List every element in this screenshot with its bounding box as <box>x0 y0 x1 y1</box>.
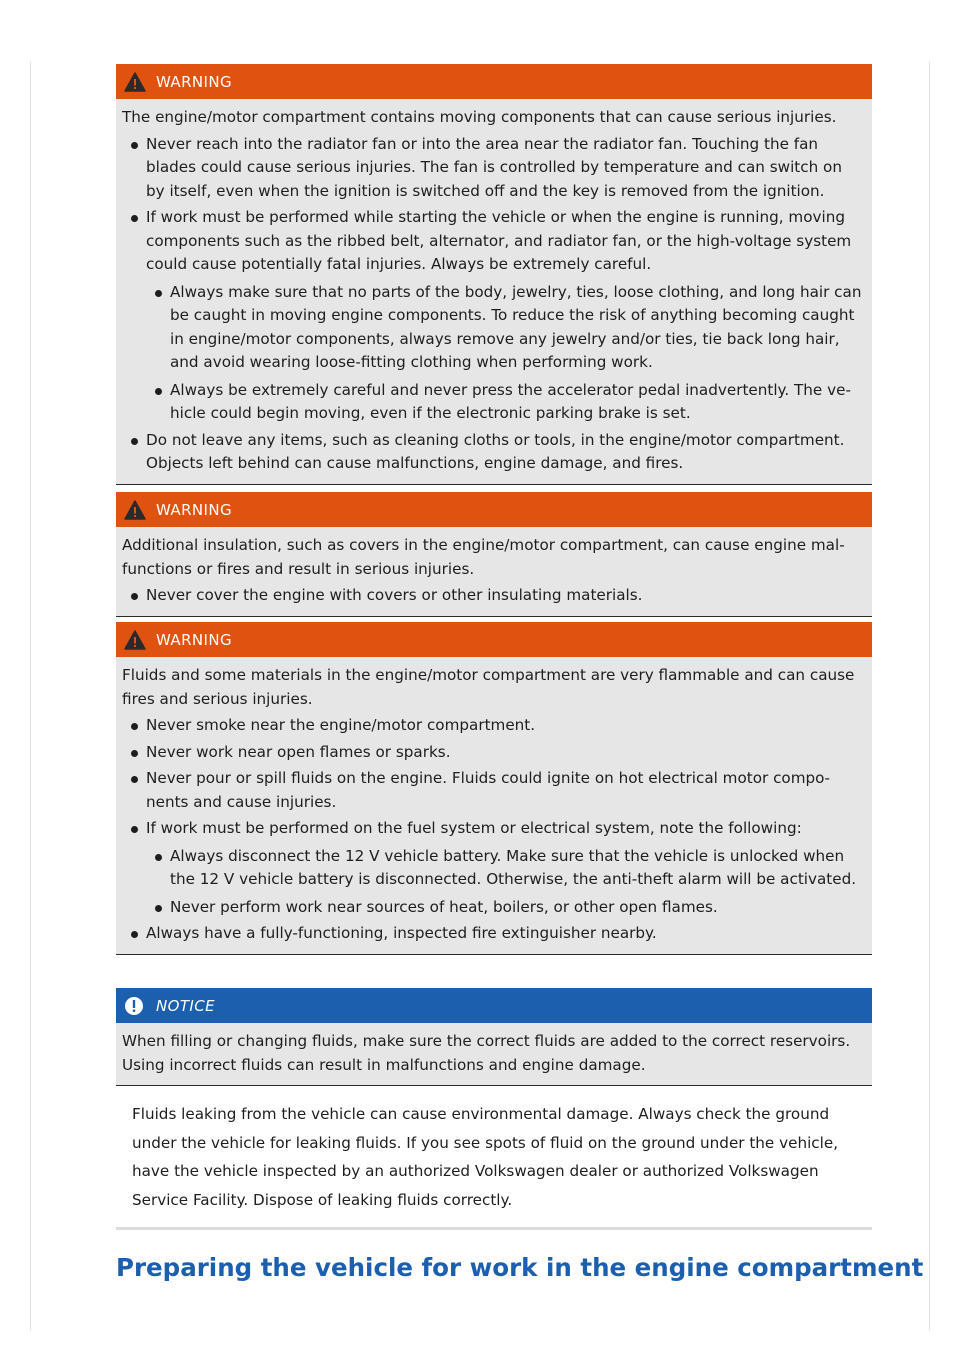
warning-list-item <box>122 429 864 476</box>
warning-item-text: Always have a fully-functioning, inspected fire extinguisher nearby. <box>146 924 657 942</box>
warning-box-insulation <box>116 492 872 617</box>
warning-list-item <box>122 741 864 765</box>
warning-sub-item-text: Always disconnect the 12 V vehicle battery. Make sure that the vehicle is unlocked when the 12 V vehicle battery is disconnected. Otherwise, the anti-theft alarm will be activated. <box>170 846 857 888</box>
warning-item-text: Do not leave any items, such as cleaning cloths or tools, in the engine/motor compartment. Objects left behind can cause malfunctions, engine damage, and fires. <box>146 430 845 472</box>
warning-triangle-icon <box>124 72 146 92</box>
warning-sub-item <box>146 896 864 920</box>
warning-sub-item-text: Always make sure that no parts of the body, jewelry, ties, loose clothing, and long hair can be caught in moving engine components. To reduce the risk of anything becoming caught in engine/motor components, always remove any jewelry and/or ties, tie back long hair, and avoid wearing loose-fitting clothing when performing work. <box>170 282 862 371</box>
warning-intro: Additional insulation, such as covers in the engine/motor compartment, can cause engine malfunctions or fires and result in serious injuries. <box>122 536 845 578</box>
environment-note: Fluids leaking from the vehicle can cause environmental damage. Always check the ground under the vehicle for leaking fluids. If you see spots of fluid on the ground under the vehicle, have the vehicle inspected by an authorized Volkswagen dealer or authorized Volkswagen Service Facility. Dispose of leaking fluids correctly. <box>132 1105 839 1209</box>
warning-box-moving-components <box>116 64 872 485</box>
warning-list-item <box>122 817 864 919</box>
warning-sub-item-text: Never perform work near sources of heat, boilers, or other open flames. <box>170 897 718 916</box>
notice-header <box>116 988 872 1023</box>
warning-box-flammable-fluids <box>116 622 872 955</box>
section-divider <box>116 1227 872 1230</box>
warning-item-text: Never cover the engine with covers or other insulating materials. <box>146 586 643 604</box>
section-title: Preparing the vehicle for work in the engine compartment <box>116 1253 924 1282</box>
warning-header-label: WARNING <box>156 630 232 649</box>
warning-list-item <box>122 767 864 814</box>
warning-sub-item <box>146 281 864 375</box>
page-margin-line-left <box>30 62 31 1330</box>
warning-triangle-icon <box>124 630 146 650</box>
warning-list-item <box>122 922 864 946</box>
warning-item-text: Never smoke near the engine/motor compartment. <box>146 716 536 734</box>
warning-triangle-icon <box>124 500 146 520</box>
warning-header-label: WARNING <box>156 72 232 91</box>
warning-header <box>116 64 872 99</box>
warning-header-label: WARNING <box>156 500 232 519</box>
warning-header <box>116 492 872 527</box>
warning-sub-item <box>146 379 864 426</box>
warning-list-item <box>122 584 864 608</box>
warning-intro: Fluids and some materials in the engine/motor compartment are very flammable and can cause fires and serious injuries. <box>122 666 855 708</box>
warning-intro: The engine/motor compartment contains moving components that can cause serious injuries. <box>122 108 837 126</box>
notice-text: When filling or changing fluids, make sure the correct fluids are added to the correct reservoirs. Using incorrect fluids can result in malfunctions and engine damage. <box>122 1032 851 1074</box>
warning-item-text: Never pour or spill fluids on the engine. Fluids could ignite on hot electrical motor components and cause injuries. <box>146 769 830 811</box>
warning-item-text: Never work near open flames or sparks. <box>146 742 451 761</box>
warning-sub-item <box>146 845 864 892</box>
warning-list-item <box>122 206 864 426</box>
page-margin-line-right <box>929 62 930 1330</box>
warning-item-text: If work must be performed on the fuel system or electrical system, note the following: <box>146 819 802 837</box>
warning-sub-item-text: Always be extremely careful and never press the accelerator pedal inadvertently. The vehicle could begin moving, even if the electronic parking brake is set. <box>170 380 851 422</box>
notice-exclamation-icon <box>124 996 146 1016</box>
warning-list-item <box>122 714 864 738</box>
warning-item-text: If work must be performed while starting the vehicle or when the engine is running, moving components such as the ribbed belt, alternator, and radiator fan, or the high-voltage system could cause potentially fatal injuries. Always be extremely careful. <box>146 208 852 273</box>
warning-list-item <box>122 133 864 204</box>
notice-header-label: NOTICE <box>156 996 215 1015</box>
warning-item-text: Never reach into the radiator fan or into the area near the radiator fan. Touching the fan blades could cause serious injuries. The fan is controlled by temperature and can switch on by itself, even when the ignition is switched off and the key is removed from the ignition. <box>146 134 842 200</box>
notice-box-fluids <box>116 988 872 1086</box>
warning-header <box>116 622 872 657</box>
